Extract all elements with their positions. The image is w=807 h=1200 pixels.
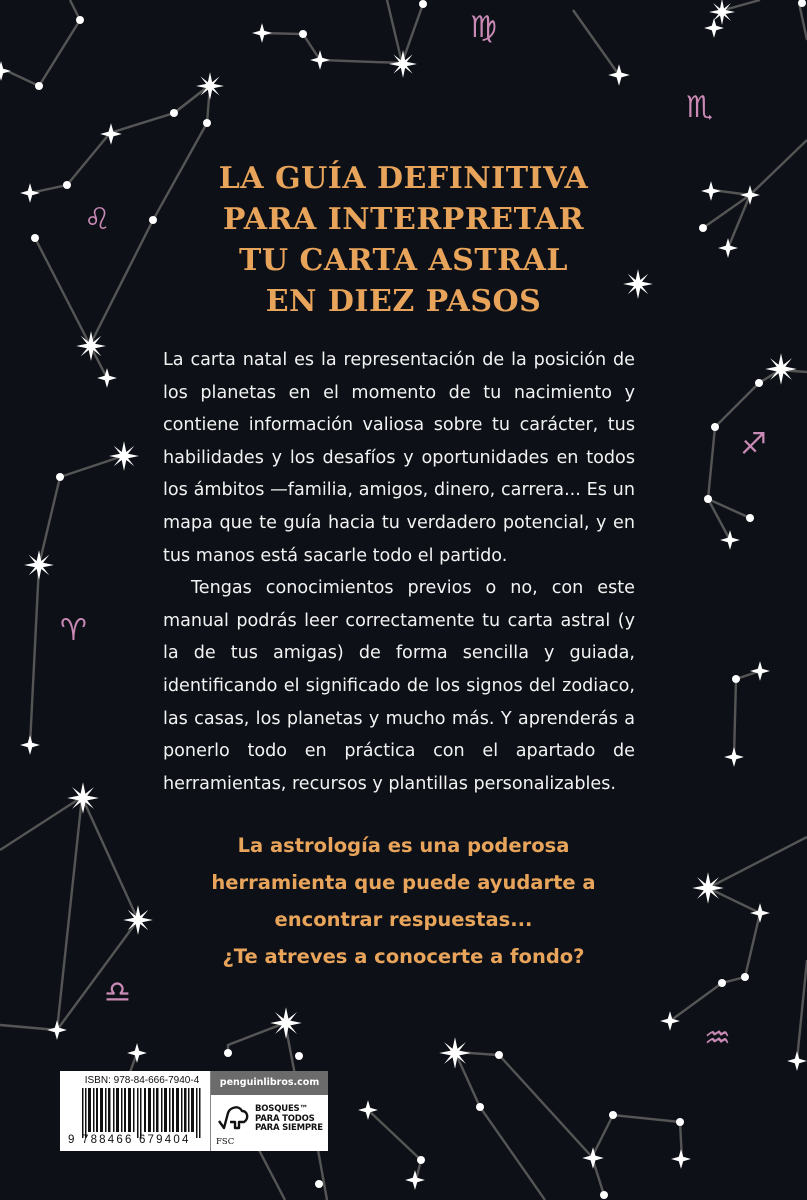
title-line: TU CARTA ASTRAL [239, 243, 568, 278]
fsc-slogan-line: PARA TODOS [255, 1113, 315, 1124]
sagittarius-icon: ♐ [740, 427, 767, 462]
title-line: LA GUÍA DEFINITIVA [218, 161, 589, 196]
leo-icon: ♌ [84, 202, 111, 237]
isbn-label: ISBN: 978-84-666-7940-4 [84, 1075, 200, 1086]
fsc-slogan [255, 1105, 323, 1134]
tagline [0, 827, 807, 975]
aquarius-icon: ♒ [704, 1021, 731, 1056]
tagline-line: ¿Te atreves a conocerte a fondo? [222, 945, 585, 968]
synopsis [163, 344, 635, 800]
fsc-tree-icon [217, 1101, 251, 1141]
synopsis-paragraph: La carta natal es la representación de la posición de los planetas en el momento de tu nacimiento y contiene información valiosa sobre tu carácter, tus habilidades y los desafíos y oportunidades en todos los ámbitos —familia, amigos, dinero, carrera... Es un mapa que te guía hacia tu verdadero potencial, y en tus manos está sacarle todo el partido. [163, 350, 635, 566]
fsc-slogan-line: BOSQUES™ [255, 1104, 308, 1114]
fsc-slogan-line: PARA SIEMPRE [255, 1123, 323, 1133]
synopsis-paragraph: Tengas conocimientos previos o no, con este manual podrás leer correctamente tu carta astral (y la de tus amigas) de forma sencilla y guiada, identificando el significado de los signos del zodiaco, las casas, los planetas y mucho más. Y aprenderás a ponerlo todo en práctica con el apartado de herramientas, recursos y plantillas personalizables. [163, 578, 635, 794]
tagline-line: herramienta que puede ayudarte a [211, 871, 596, 894]
virgo-icon: ♍ [470, 10, 497, 45]
tagline-line: La astrología es una poderosa [237, 834, 570, 857]
barcode-digits: 9 788466 679404 [68, 1134, 191, 1146]
fsc-label: FSC [216, 1137, 235, 1147]
publisher-panel [210, 1071, 328, 1151]
title-line: EN DIEZ PASOS [265, 284, 542, 319]
aries-icon: ♈ [60, 613, 87, 648]
isbn-barcode [60, 1071, 210, 1151]
title-line: PARA INTERPRETAR [222, 202, 585, 237]
publisher-website: penguinlibros.com [211, 1071, 328, 1095]
libra-icon: ♎ [104, 975, 131, 1010]
barcode-icon [82, 1088, 202, 1138]
tagline-line: encontrar respuestas... [274, 908, 533, 931]
scorpio-icon: ♏ [686, 90, 713, 125]
book-title [0, 158, 807, 322]
